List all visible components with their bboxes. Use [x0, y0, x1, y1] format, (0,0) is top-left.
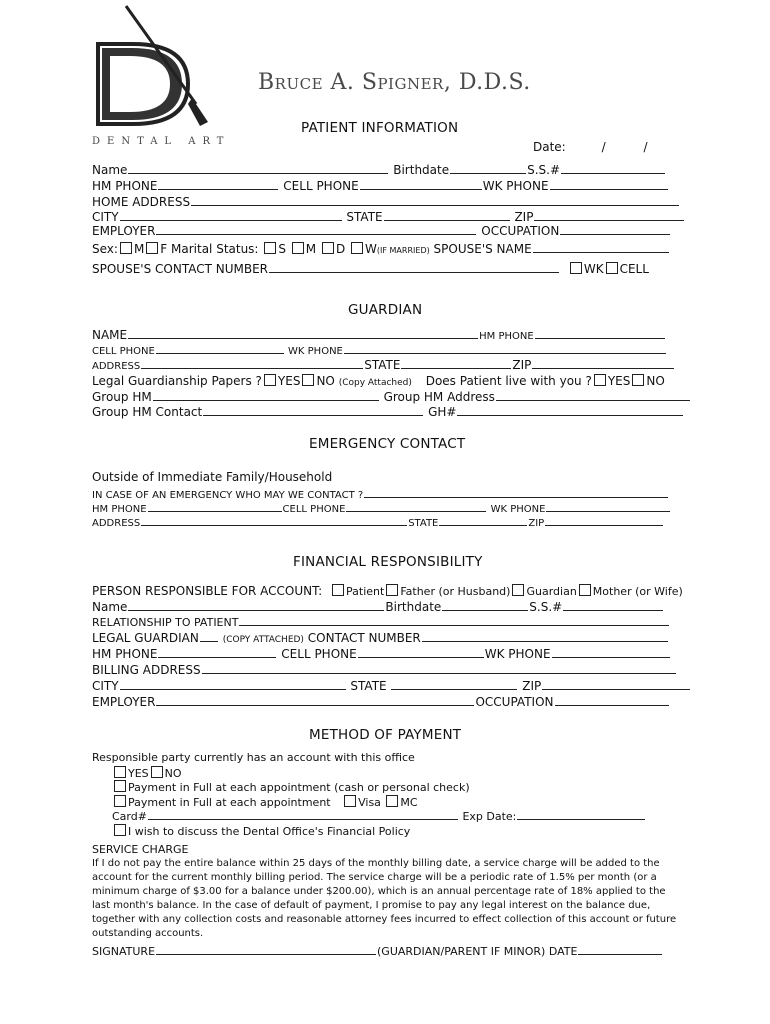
- financial-row-7: CITY STATE ZIP: [92, 679, 691, 693]
- fin-state-field[interactable]: [391, 680, 517, 690]
- marital-m-checkbox[interactable]: [292, 242, 304, 254]
- fin-ssn-field[interactable]: [563, 601, 663, 611]
- account-no-checkbox[interactable]: [151, 766, 163, 778]
- exp-date-field[interactable]: [517, 810, 645, 820]
- gh-field[interactable]: [457, 406, 683, 416]
- guardian-cell-field[interactable]: [156, 344, 284, 354]
- resp-father-checkbox[interactable]: [386, 584, 398, 596]
- guardian-row-3: ADDRESS STATE ZIP: [92, 358, 675, 372]
- fin-wk-field[interactable]: [552, 648, 670, 658]
- payment-row-cash: Payment in Full at each appointment (cash or personal check): [112, 780, 470, 794]
- papers-yes-checkbox[interactable]: [264, 374, 276, 386]
- fin-city-field[interactable]: [120, 680, 346, 690]
- card-number-field[interactable]: [148, 810, 458, 820]
- guardian-name-field[interactable]: [128, 329, 478, 339]
- emergency-cell-field[interactable]: [346, 502, 486, 512]
- guardian-heading: GUARDIAN: [348, 302, 423, 318]
- payment-row-card: Payment in Full at each appointment Visa MC: [112, 795, 418, 809]
- spouse-name-field[interactable]: [533, 243, 669, 253]
- fin-zip-field[interactable]: [542, 680, 690, 690]
- sig-date-field[interactable]: [578, 945, 662, 955]
- guardian-wk-field[interactable]: [344, 344, 666, 354]
- sex-f-checkbox[interactable]: [146, 242, 158, 254]
- emergency-address-field[interactable]: [141, 516, 407, 526]
- financial-row-4: LEGAL GUARDIAN (COPY ATTACHED) CONTACT NUMBER: [92, 631, 669, 645]
- fin-occupation-field[interactable]: [555, 696, 669, 706]
- payment-row-yesno: YES NO: [112, 766, 182, 780]
- patient-row-5: EMPLOYER OCCUPATION: [92, 224, 671, 238]
- mc-checkbox[interactable]: [386, 795, 398, 807]
- payment-row-discuss: I wish to discuss the Dental Office's Financial Policy: [112, 824, 410, 838]
- account-yes-checkbox[interactable]: [114, 766, 126, 778]
- emergency-row-1: IN CASE OF AN EMERGENCY WHO MAY WE CONTACT ?: [92, 488, 669, 501]
- financial-row-2: Name Birthdate S.S.#: [92, 600, 664, 614]
- city-field[interactable]: [120, 211, 342, 221]
- guardian-row-2: CELL PHONE WK PHONE: [92, 344, 667, 357]
- state-field[interactable]: [384, 211, 510, 221]
- marital-d-checkbox[interactable]: [322, 242, 334, 254]
- resp-patient-checkbox[interactable]: [332, 584, 344, 596]
- form-title: PATIENT INFORMATION: [301, 120, 459, 136]
- fin-legal-guardian-field[interactable]: [200, 632, 218, 642]
- wk-phone-field[interactable]: [550, 180, 668, 190]
- emergency-heading: EMERGENCY CONTACT: [309, 436, 466, 452]
- fin-employer-field[interactable]: [156, 696, 474, 706]
- fin-birthdate-field[interactable]: [442, 601, 528, 611]
- payment-account: Responsible party currently has an account with this office: [92, 751, 415, 764]
- discuss-policy-checkbox[interactable]: [114, 824, 126, 836]
- occupation-field[interactable]: [560, 225, 670, 235]
- emergency-state-field[interactable]: [439, 516, 527, 526]
- service-heading: SERVICE CHARGE: [92, 843, 189, 856]
- papers-no-checkbox[interactable]: [302, 374, 314, 386]
- fin-cell-field[interactable]: [358, 648, 484, 658]
- fin-billing-field[interactable]: [202, 664, 676, 674]
- lives-yes-checkbox[interactable]: [594, 374, 606, 386]
- marital-s-checkbox[interactable]: [264, 242, 276, 254]
- cell-phone-field[interactable]: [360, 180, 482, 190]
- spouse-cell-checkbox[interactable]: [606, 262, 618, 274]
- zip-field[interactable]: [534, 211, 684, 221]
- emergency-wk-field[interactable]: [546, 502, 670, 512]
- home-address-field[interactable]: [191, 196, 679, 206]
- guardian-zip-field[interactable]: [532, 359, 674, 369]
- practice-name: Bruce A. Spigner, D.D.S.: [258, 70, 531, 95]
- group-hm-field[interactable]: [153, 391, 379, 401]
- guardian-row-1: NAME HM PHONE: [92, 328, 666, 342]
- spouse-contact-field[interactable]: [269, 263, 559, 273]
- patient-row-4: CITY STATE ZIP: [92, 210, 685, 224]
- fin-contact-field[interactable]: [422, 632, 668, 642]
- patient-row-7: SPOUSE'S CONTACT NUMBER WK CELL: [92, 262, 649, 276]
- marital-w-checkbox[interactable]: [351, 242, 363, 254]
- pay-cash-checkbox[interactable]: [114, 780, 126, 792]
- patient-row-1: Name Birthdate S.S.#: [92, 163, 666, 177]
- patient-row-3: HOME ADDRESS: [92, 195, 680, 209]
- emergency-outside: Outside of Immediate Family/Household: [92, 470, 333, 484]
- group-hm-contact-field[interactable]: [203, 406, 423, 416]
- logo-subtitle: DENTAL ART: [92, 136, 231, 147]
- service-text-box: [92, 857, 682, 941]
- employer-field[interactable]: [156, 225, 476, 235]
- guardian-row-4: Legal Guardianship Papers ? YES NO (Copy Attached) Does Patient live with you ? YES NO: [92, 374, 665, 388]
- hm-phone-field[interactable]: [158, 180, 278, 190]
- patient-row-2: HM PHONE CELL PHONE WK PHONE: [92, 179, 669, 193]
- ssn-field[interactable]: [561, 164, 665, 174]
- signature-row: SIGNATURE (GUARDIAN/PARENT IF MINOR) DATE: [92, 945, 663, 958]
- brush-icon: [88, 4, 228, 134]
- emergency-row-3: ADDRESS STATE ZIP: [92, 516, 664, 529]
- group-hm-address-field[interactable]: [496, 391, 690, 401]
- date-label: Date: / /: [533, 140, 648, 154]
- payment-row-cardnum: Card# Exp Date:: [112, 810, 646, 823]
- fin-hm-field[interactable]: [158, 648, 276, 658]
- sex-m-checkbox[interactable]: [120, 242, 132, 254]
- lives-no-checkbox[interactable]: [632, 374, 644, 386]
- patient-row-6: Sex: M F Marital Status: S M D W(IF MARRIED) SPOUSE'S NAME: [92, 242, 670, 256]
- emergency-zip-field[interactable]: [545, 516, 663, 526]
- resp-guardian-checkbox[interactable]: [512, 584, 524, 596]
- financial-row-5: HM PHONE CELL PHONE WK PHONE: [92, 647, 671, 661]
- guardian-state-field[interactable]: [401, 359, 511, 369]
- visa-checkbox[interactable]: [344, 795, 356, 807]
- financial-row-6: BILLING ADDRESS: [92, 663, 677, 677]
- service-text: If I do not pay the entire balance within 25 days of the monthly billing date, a service charge will be added to the account for the current monthly billing period. The service charge will be a periodic rate of 1.5% per month (or a minimum charge of $3.00 for a balance under $200.00), which is an annual percentage rate of 18% applied to the last month's balance. In the case of default of payment, I promise to pay any legal interest on the balance due, together with any collection costs and reasonable attorney fees incurred to effect collection of this account or future outstanding accounts.: [92, 858, 677, 939]
- guardian-address-field[interactable]: [141, 359, 363, 369]
- pay-card-checkbox[interactable]: [114, 795, 126, 807]
- financial-heading: FINANCIAL RESPONSIBILITY: [293, 554, 483, 570]
- fin-name-field[interactable]: [128, 601, 384, 611]
- signature-field[interactable]: [156, 945, 376, 955]
- guardian-hm-phone-field[interactable]: [535, 329, 665, 339]
- payment-heading: METHOD OF PAYMENT: [309, 727, 462, 743]
- resp-mother-checkbox[interactable]: [579, 584, 591, 596]
- emergency-row-2: HM PHONE CELL PHONE WK PHONE: [92, 502, 671, 515]
- fin-relationship-field[interactable]: [239, 616, 669, 626]
- financial-row-8: EMPLOYER OCCUPATION: [92, 695, 670, 709]
- spouse-wk-checkbox[interactable]: [570, 262, 582, 274]
- guardian-row-5: Group HM Group HM Address: [92, 390, 691, 404]
- name-field[interactable]: [128, 164, 388, 174]
- birthdate-field[interactable]: [450, 164, 526, 174]
- financial-row-3: RELATIONSHIP TO PATIENT: [92, 616, 670, 629]
- guardian-row-6: Group HM Contact GH#: [92, 405, 684, 419]
- financial-row-1: PERSON RESPONSIBLE FOR ACCOUNT: Patient Father (or Husband) Guardian Mother (or Wife): [92, 584, 683, 598]
- logo: [88, 4, 228, 134]
- emergency-hm-field[interactable]: [148, 502, 282, 512]
- emergency-who-field[interactable]: [364, 488, 668, 498]
